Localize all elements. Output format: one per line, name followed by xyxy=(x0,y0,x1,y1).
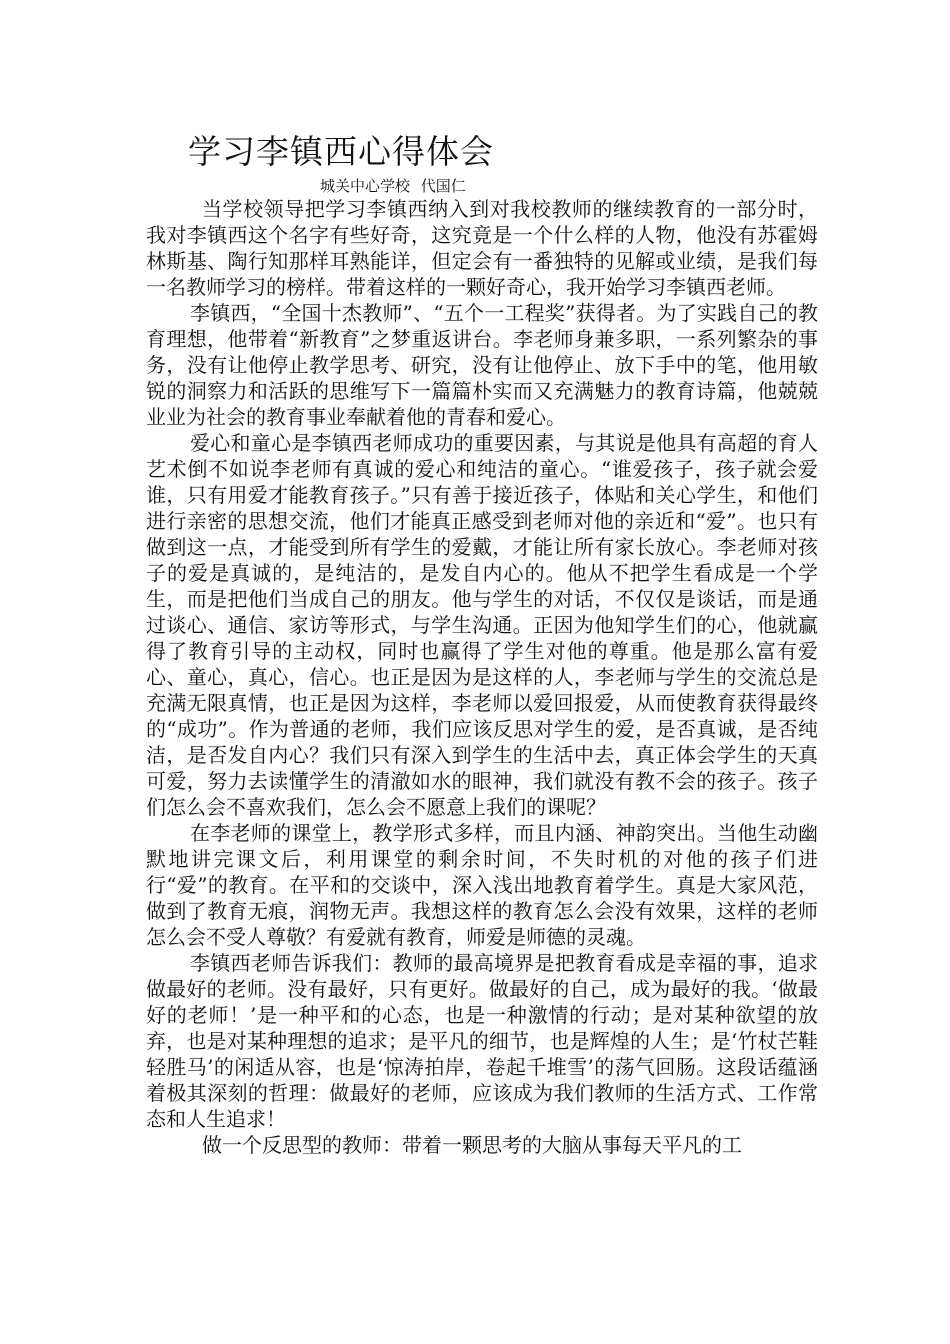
document-body xyxy=(146,196,818,1158)
paragraph-1: 当学校领导把学习李镇西纳入到对我校教师的继续教育的一部分时，我对李镇西这个名字有些好奇，这究竟是一个什么样的人物，他没有苏霍姆林斯基、陶行知那样耳熟能详，但定会有一番独特的见解或业绩，是我们每一名教师学习的榜样。带着这样的一颗好奇心，我开始学习李镇西老师。 xyxy=(146,197,818,299)
paragraph-6: 做一个反思型的教师：带着一颗思考的大脑从事每天平凡的工 xyxy=(202,1133,742,1157)
document-title: 学习李镇西心得体会 xyxy=(188,132,494,171)
paragraph-5: 李镇西老师告诉我们：教师的最高境界是把教育看成是幸福的事，追求做最好的老师。没有最好，只有更好。做最好的自己，成为最好的我。‘做最好的老师！’是一种平和的心态，也是一种激情的行动；是对某种欲望的放弃，也是对某种理想的追求；是平凡的细节，也是辉煌的人生；是‘竹杖芒鞋轻胜马’的闲适从容，也是‘惊涛拍岸，卷起千堆雪’的荡气回肠。这段话蕴涵着极其深刻的哲理：做最好的老师，应该成为我们教师的生活方式、工作常态和人生追求！ xyxy=(146,951,818,1131)
document-page xyxy=(146,130,818,1158)
author-byline: 城关中心学校 代国仁 xyxy=(320,177,466,195)
paragraph-2: 李镇西，“全国十杰教师”、“五个一工程奖”获得者。为了实践自己的教育理想，他带着“新教育”之梦重返讲台。李老师身兼多职，一系列繁杂的事务，没有让他停止教学思考、研究，没有让他停止、放下手中的笔，他用敏锐的洞察力和活跃的思维写下一篇篇朴实而又充满魅力的教育诗篇，他兢兢业业为社会的教育事业奉献着他的青春和爱心。 xyxy=(146,301,818,429)
paragraph-3: 爱心和童心是李镇西老师成功的重要因素，与其说是他具有高超的育人艺术倒不如说李老师有真诚的爱心和纯洁的童心。“谁爱孩子，孩子就会爱谁，只有用爱才能教育孩子。”只有善于接近孩子，体贴和关心学生，和他们进行亲密的思想交流，他们才能真正感受到老师对他的亲近和“爱”。也只有做到这一点，才能受到所有学生的爱戴，才能让所有家长放心。李老师对孩子的爱是真诚的，是纯洁的，是发自内心的。他从不把学生看成是一个学生，而是把他们当成自己的朋友。他与学生的对话，不仅仅是谈话，而是通过谈心、通信、家访等形式，与学生沟通。正因为他知学生们的心，他就赢得了教育引导的主动权，同时也赢得了学生对他的尊重。他是那么富有爱心、童心，真心，信心。也正是因为是这样的人，李老师与学生的交流总是充满无限真情，也正是因为这样，李老师以爱回报爱，从而使教育获得最终的“成功”。作为普通的老师，我们应该反思对学生的爱，是否真诚，是否纯洁，是否发自内心？我们只有深入到学生的生活中去，真正体会学生的天真可爱，努力去读懂学生的清澈如水的眼神，我们就没有教不会的孩子。孩子们怎么会不喜欢我们，怎么会不愿意上我们的课呢？ xyxy=(146,431,818,819)
paragraph-4: 在李老师的课堂上，教学形式多样，而且内涵、神韵突出。当他生动幽默地讲完课文后，利用课堂的剩余时间，不失时机的对他的孩子们进行“爱”的教育。在平和的交谈中，深入浅出地教育着学生。真是大家风范，做到了教育无痕，润物无声。我想这样的教育怎么会没有效果，这样的老师怎么会不受人尊敬？有爱就有教育，师爱是师德的灵魂。 xyxy=(146,821,818,949)
